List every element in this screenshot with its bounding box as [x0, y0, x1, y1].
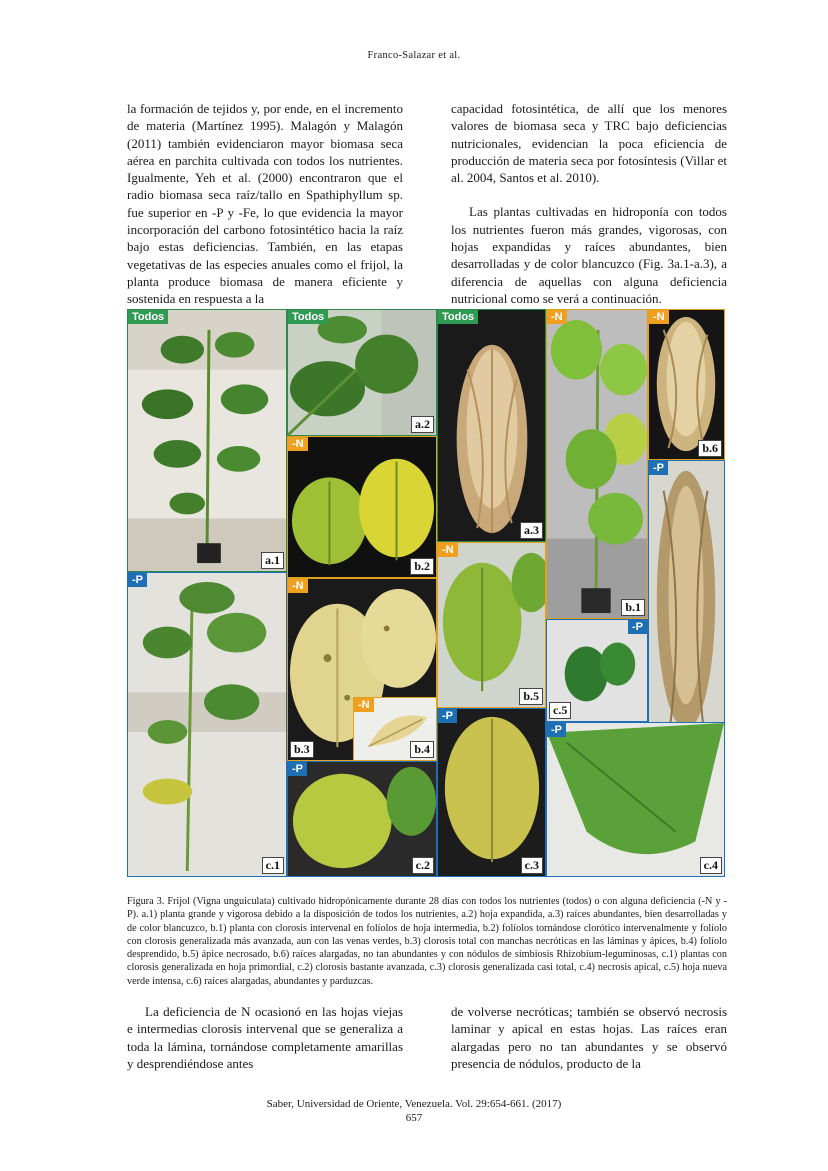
panel-c3-photo: [437, 708, 546, 877]
group-tag-p: -P: [628, 620, 647, 634]
panel-c1-photo: [127, 572, 287, 877]
panel-label: b.5: [519, 688, 543, 705]
panel-c4-photo: [546, 722, 725, 877]
panel-label: b.4: [410, 741, 434, 758]
group-tag-all: Todos: [128, 310, 168, 324]
group-tag-all: Todos: [288, 310, 328, 324]
panel-label: b.1: [621, 599, 645, 616]
panel-b4-photo: [353, 697, 437, 761]
group-tag-all: Todos: [438, 310, 478, 324]
panel-label: c.4: [700, 857, 722, 874]
group-tag-p: -P: [649, 461, 668, 475]
page-number: 657: [405, 1112, 423, 1124]
panel-label: c.3: [521, 857, 543, 874]
panel-b6-photo: [648, 309, 725, 460]
paragraph: la formación de tejidos y, por ende, en el incremento de materia (Martínez 1995). Malagón y Malagón (2011) también evidenciaron mayor biomasa seca aérea en parchita cultivada con todos los nutrientes. Igualmente, Yeh et al. (2000) encontraron que el radio biomasa seca raíz/tallo en Spathiphyllum sp. fue superior en -P y -Fe, lo que evidencia la mayor incorporación del carbono fotosintético hacia la raíz bajo estas deficiencias. También, en las etapas vegetativas de las especies anuales como el frijol, la planta produce biomasa de manera eficiente y sostenida en respuesta a la: [127, 101, 403, 307]
panel-label: b.6: [698, 440, 722, 457]
panel-label: c.1: [262, 857, 284, 874]
panel-b5-photo: [437, 542, 546, 708]
panel-a3-photo: [437, 309, 546, 542]
paragraph: La deficiencia de N ocasionó en las hojas viejas e intermedias clorosis intervenal que se generaliza a toda la lámina, tornándose completamente amarillas y desprendiéndose antes: [127, 1004, 403, 1071]
panel-label: a.2: [411, 416, 434, 433]
panel-c5-photo: [546, 619, 648, 722]
paragraph: Las plantas cultivadas en hidroponía con todos los nutrientes fueron más grandes, vigorosas, con hojas expandidas y raíces abundantes, bien desarrolladas y de color blancuzco (Fig. 3a.1-a.3), a diferencia de aquellas con alguna deficiencia nutricional como se verá a continuación.: [451, 204, 727, 306]
running-head: Franco-Salazar et al.: [367, 50, 461, 61]
panel-b1-photo: [546, 309, 648, 619]
journal-citation: Saber, Universidad de Oriente, Venezuela. Vol. 29:654-661. (2017): [266, 1098, 562, 1110]
group-tag-n: -N: [649, 310, 669, 324]
panel-b2-photo: [287, 436, 437, 578]
panel-label: a.3: [520, 522, 543, 539]
group-tag-p: -P: [438, 709, 457, 723]
group-tag-n: -N: [547, 310, 567, 324]
panel-c2-photo: [287, 761, 437, 877]
body-column-left-top: [127, 100, 403, 308]
group-tag-n: -N: [354, 698, 374, 712]
body-column-right-bottom: [451, 1003, 727, 1072]
figure-caption: Figura 3. Frijol (Vigna unguiculata) cultivado hidropónicamente durante 28 días con todos los nutrientes (todos) o con alguna deficiencia (-N y -P). a.1) planta grande y vigorosa debido a la disposición de todos los nutrientes, a.2) hoja expandida, a.3) raíces abundantes, bien desarrolladas y de color blancuzco, b.1) planta con clorosis intervenal en folíolos de hoja intermedia, b.2) folíolos tornándose clorótico intervenalmente y folíolo con clorosis generalizada más avanzada, aun con las venas verdes, b.3) clorosis total con manchas necróticas en las láminas y ápices, b.4) folíolo desprendido, b.5) ápice necrosado, b.6) raíces alargadas, no tan abundantes y con nódulos de simbiosis Rhizobium-leguminosas, c.1) plantas con clorosis generalizada en hoja primordial, c.2) clorosis bastante avanzada, c.3) clorosis generalizada casi total, c.4) necrosis apical, c.5) hoja nueva verde intensa, c.6) raíces alargadas, abundantes y parduzcas.: [127, 896, 727, 987]
group-tag-p: -P: [128, 573, 147, 587]
body-column-left-bottom: [127, 1003, 403, 1072]
panel-label: b.3: [290, 741, 314, 758]
panel-label: b.2: [410, 558, 434, 575]
group-tag-p: -P: [288, 762, 307, 776]
group-tag-n: -N: [288, 437, 308, 451]
group-tag-n: -N: [438, 543, 458, 557]
group-tag-p: -P: [547, 723, 566, 737]
figure-3: [127, 309, 725, 877]
body-column-right-top: [451, 100, 727, 307]
panel-label: c.2: [412, 857, 434, 874]
panel-label: c.5: [549, 702, 571, 719]
paragraph: de volverse necróticas; también se observó necrosis laminar y apical en estas hojas. Las raíces eran alargadas pero no tan abundantes y se observó presencia de nódulos, producto de la: [451, 1004, 727, 1071]
page-footer: [0, 1097, 828, 1125]
group-tag-n: -N: [288, 579, 308, 593]
panel-label: a.1: [261, 552, 284, 569]
panel-a2-photo: [287, 309, 437, 436]
panel-a1-photo: [127, 309, 287, 572]
paragraph: capacidad fotosintética, de allí que los menores valores de biomasa seca y TRC bajo deficiencias nutricionales, evidencian la poca eficiencia de producción de materia seca por fotosíntesis (Villar et al. 2004, Santos et al. 2010).: [451, 101, 727, 186]
